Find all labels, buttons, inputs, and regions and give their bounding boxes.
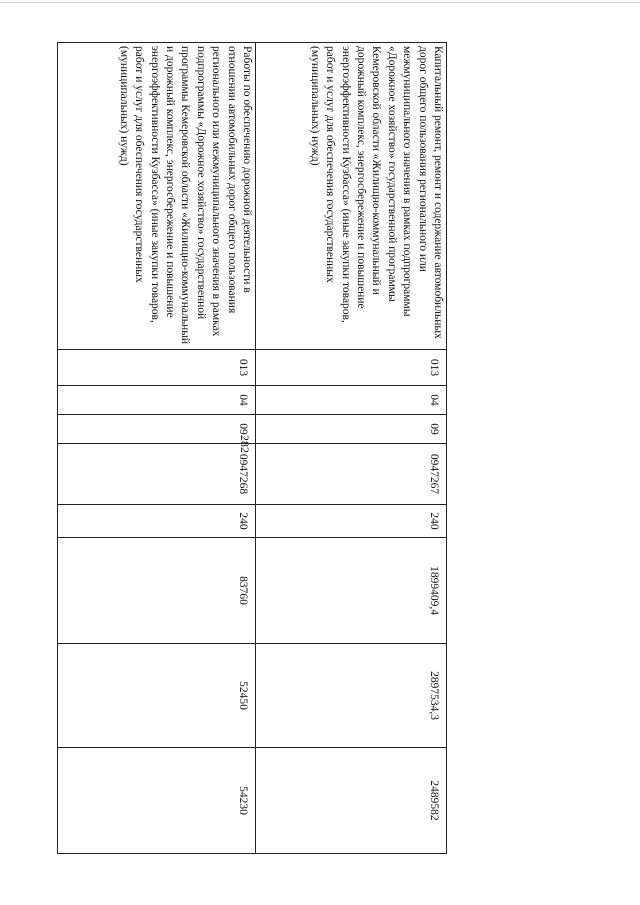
row-subsection xyxy=(58,415,256,444)
row-description: Капитальный ремонт, ремонт и содержание автомобильных дорог общего пользования регионального или межмуниципального значения в рамках подпрограммы «Дорожное хозяйство» государственной программы Кемеровской области «Жилищно-коммунальный и дорожный комплекс, энергосбережение и повышение энергоэффективности Кузбасса» (иные закупки товаров, работ и услуг для обеспечения государственных (муниципальных) нужд) xyxy=(256,43,447,350)
row-target-text: 0947267 xyxy=(428,453,440,495)
row-amount-2-text: 2897534,3 xyxy=(428,671,440,720)
row-amount-3 xyxy=(58,748,256,854)
row-description: Работы по обеспечению дорожной деятельности в отношении автомобильных дорог общего пользования регионального или межмуниципального значения в рамках подпрограммы «Дорожное хозяйство» государственной программы Кемеровской области «Жилищно-коммунальный и дорожный комплекс, энергосбережение и повышение энергоэффективности Кузбасса» (иные закупки товаров, работ и услуг для обеспечения государственных (муниципальных) нужд) xyxy=(58,43,256,350)
row-subsection xyxy=(256,415,447,444)
row-amount-1-text: 1899409,4 xyxy=(428,566,440,615)
row-code xyxy=(256,350,447,386)
row-subsection-text: 09 xyxy=(237,423,249,435)
row-expense-type-text: 240 xyxy=(428,512,440,530)
row-amount-1-text: 83760 xyxy=(237,576,249,605)
row-expense-type xyxy=(58,505,256,538)
table-row xyxy=(256,43,447,854)
row-code xyxy=(58,350,256,386)
row-target xyxy=(58,444,256,505)
row-section xyxy=(58,386,256,415)
row-amount-3 xyxy=(256,748,447,854)
row-section-text: 04 xyxy=(428,394,440,406)
row-section-text: 04 xyxy=(237,394,249,406)
row-code-text: 013 xyxy=(237,358,249,377)
budget-table xyxy=(57,42,447,854)
row-target xyxy=(256,444,447,505)
row-expense-type-text: 240 xyxy=(237,512,249,530)
row-target-text: 0947268 xyxy=(237,453,249,495)
row-amount-2 xyxy=(58,644,256,748)
row-subsection-text: 09 xyxy=(428,423,440,435)
row-amount-1 xyxy=(256,538,447,644)
page-number: 282 xyxy=(238,435,252,453)
row-amount-3-text: 54230 xyxy=(237,786,249,815)
row-code-text: 013 xyxy=(428,358,440,377)
row-amount-1 xyxy=(58,538,256,644)
row-amount-2-text: 52450 xyxy=(237,681,249,710)
table-row xyxy=(58,43,256,854)
row-expense-type xyxy=(256,505,447,538)
row-section xyxy=(256,386,447,415)
row-amount-3-text: 2489582 xyxy=(428,780,440,821)
row-amount-2 xyxy=(256,644,447,748)
